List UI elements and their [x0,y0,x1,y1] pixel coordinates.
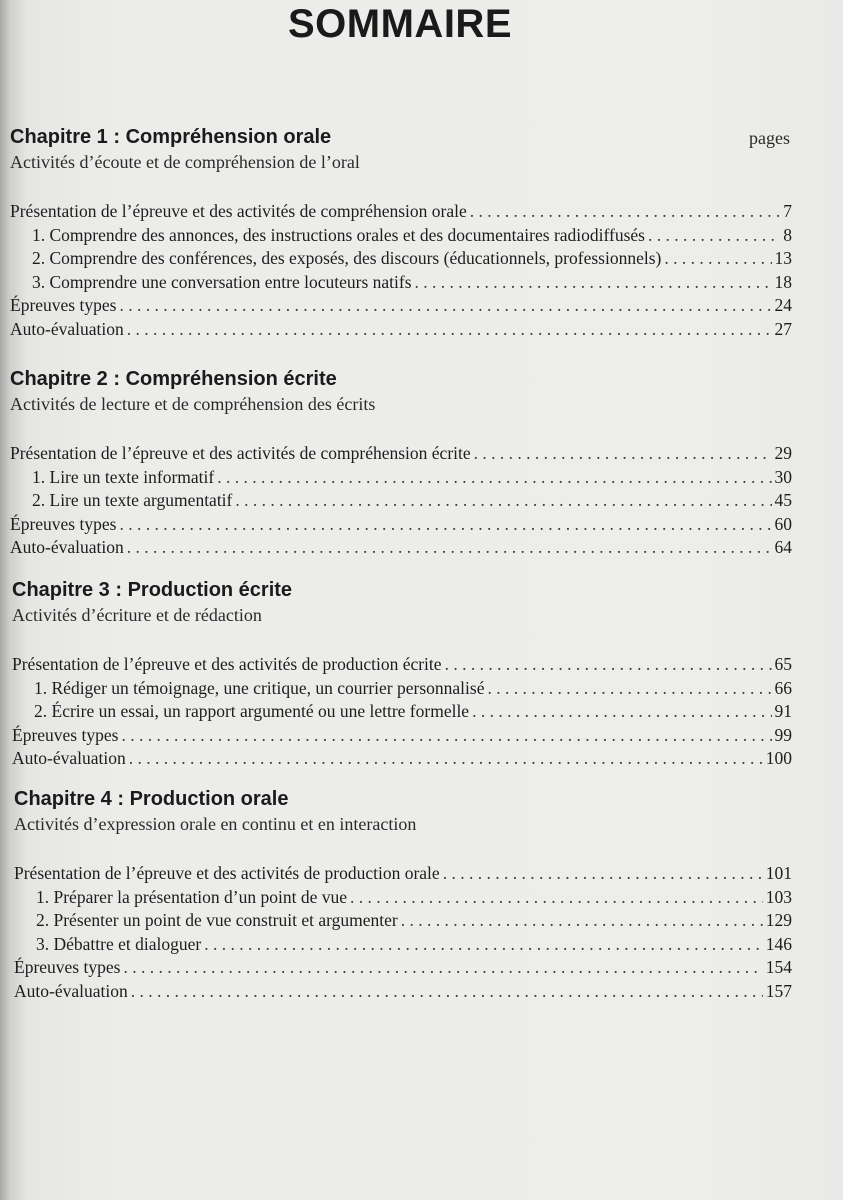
dot-leader [119,294,771,318]
toc-entry [10,318,792,342]
toc-entry-label: Auto-évaluation [14,980,128,1001]
chapter-2 [10,366,792,560]
toc-entry-label: Épreuves types [14,957,121,977]
toc-list [10,442,792,560]
chapter-4 [14,786,792,1003]
dot-leader [472,700,771,724]
toc-entry [10,442,792,466]
chapter-title: Chapitre 1 : Compréhension orale [10,126,332,148]
toc-list [12,653,792,771]
toc-entry [10,536,792,560]
toc-entry [10,489,792,513]
toc-entry [14,956,792,980]
toc-entry-page-number: 129 [765,910,792,930]
toc-entry [10,224,792,248]
toc-entry-label: 2. Écrire un essai, un rapport argumenté ou une lettre formelle [34,701,470,721]
dot-leader [119,513,771,537]
toc-entry-page-number: 154 [765,957,792,977]
toc-entry-page-number: 100 [765,748,792,768]
toc-entry [12,653,792,677]
toc-entry-page-number: 18 [774,271,792,292]
toc-entry-page-number: 91 [774,701,792,721]
toc-entry [10,271,792,295]
toc-entry-label: Présentation de l’épreuve et des activités de compréhension orale [10,201,467,221]
dot-leader [235,489,771,513]
toc-entry [12,724,792,748]
toc-entry-page-number: 103 [765,886,792,907]
toc-entry-label: Épreuves types [10,513,117,534]
dot-leader [445,653,772,677]
toc-entry-label: Auto-évaluation [10,537,124,557]
toc-entry-label: Présentation de l’épreuve et des activités de production écrite [12,654,442,674]
page-title: SOMMAIRE [288,2,512,46]
dot-leader [131,980,763,1004]
toc-entry [14,886,792,910]
toc-entry-page-number: 146 [765,933,792,954]
toc-entry-label: 2. Lire un texte argumentatif [32,490,233,510]
toc-entry-label: Présentation de l’épreuve et des activités de production orale [14,863,440,883]
chapter-title: Chapitre 3 : Production écrite [12,579,293,601]
toc-entry-label: Auto-évaluation [10,318,124,339]
dot-leader [217,466,771,490]
toc-entry-page-number: 30 [774,466,792,487]
toc-entry-page-number: 7 [783,201,792,221]
toc-entry-label: Épreuves types [12,724,119,745]
toc-entry [10,200,792,224]
toc-entry-page-number: 65 [774,654,792,674]
dot-leader [123,956,762,980]
toc-entry-page-number: 64 [774,537,792,557]
toc-entry-label: 1. Lire un texte informatif [32,466,215,487]
dot-leader [474,442,772,466]
toc-entry [14,862,792,886]
chapter-1 [10,124,792,341]
toc-entry-page-number: 29 [774,443,792,463]
dot-leader [121,724,771,748]
toc-entry-label: 1. Rédiger un témoignage, une critique, un courrier personnalisé [34,677,485,698]
dot-leader [487,677,771,701]
toc-entry [14,980,792,1004]
toc-entry [12,700,792,724]
toc-entry-label: 2. Présenter un point de vue construit et argumenter [36,910,398,930]
dot-leader [350,886,763,910]
toc-entry-label: 2. Comprendre des conférences, des exposés, des discours (éducationnels, professionnels) [32,248,662,268]
toc-entry-page-number: 101 [765,863,792,883]
toc-entry [14,933,792,957]
toc-entry-label: 3. Débattre et dialoguer [36,933,202,954]
toc-entry-page-number: 157 [765,980,792,1001]
dot-leader [443,862,763,886]
toc-entry [12,747,792,771]
chapter-subtitle: Activités de lecture et de compréhension des écrits [10,394,376,414]
toc-entry-page-number: 45 [774,490,792,510]
toc-entry [10,247,792,271]
toc-entry-page-number: 27 [774,318,792,339]
toc-entry-page-number: 66 [774,677,792,698]
toc-entry-label: 1. Préparer la présentation d’un point de vue [36,886,348,907]
toc-entry-label: 1. Comprendre des annonces, des instructions orales et des documentaires radiodiffusés [32,224,645,245]
dot-leader [204,933,763,957]
toc-entry-page-number: 8 [783,224,792,245]
chapter-3 [12,577,792,771]
toc-entry-label: Présentation de l’épreuve et des activités de compréhension écrite [10,443,471,463]
toc-entry [10,513,792,537]
dot-leader [470,200,779,224]
toc-entry [10,466,792,490]
chapter-title: Chapitre 2 : Compréhension écrite [10,368,337,390]
pages-column-label: pages [749,128,790,148]
dot-leader [127,536,772,560]
toc-list [14,862,792,1003]
toc-entry-label: Auto-évaluation [12,748,126,768]
toc-entry-page-number: 60 [774,513,792,534]
dot-leader [127,318,772,342]
chapter-title: Chapitre 4 : Production orale [14,788,289,810]
toc-entry-label: Épreuves types [10,295,117,315]
dot-leader [129,747,763,771]
toc-entry [12,677,792,701]
dot-leader [415,271,772,295]
toc-entry [10,294,792,318]
chapter-subtitle: Activités d’écoute et de compréhension de l’oral [10,152,360,172]
chapter-subtitle: Activités d’expression orale en continu et en interaction [14,814,417,834]
dot-leader [648,224,779,248]
toc-entry [14,909,792,933]
toc-entry-label: 3. Comprendre une conversation entre locuteurs natifs [32,271,412,292]
toc-entry-page-number: 24 [774,295,792,315]
dot-leader [664,247,771,271]
toc-entry-page-number: 13 [774,248,792,268]
toc-entry-page-number: 99 [774,724,792,745]
toc-list [10,200,792,341]
dot-leader [401,909,763,933]
chapter-subtitle: Activités d’écriture et de rédaction [12,605,262,625]
